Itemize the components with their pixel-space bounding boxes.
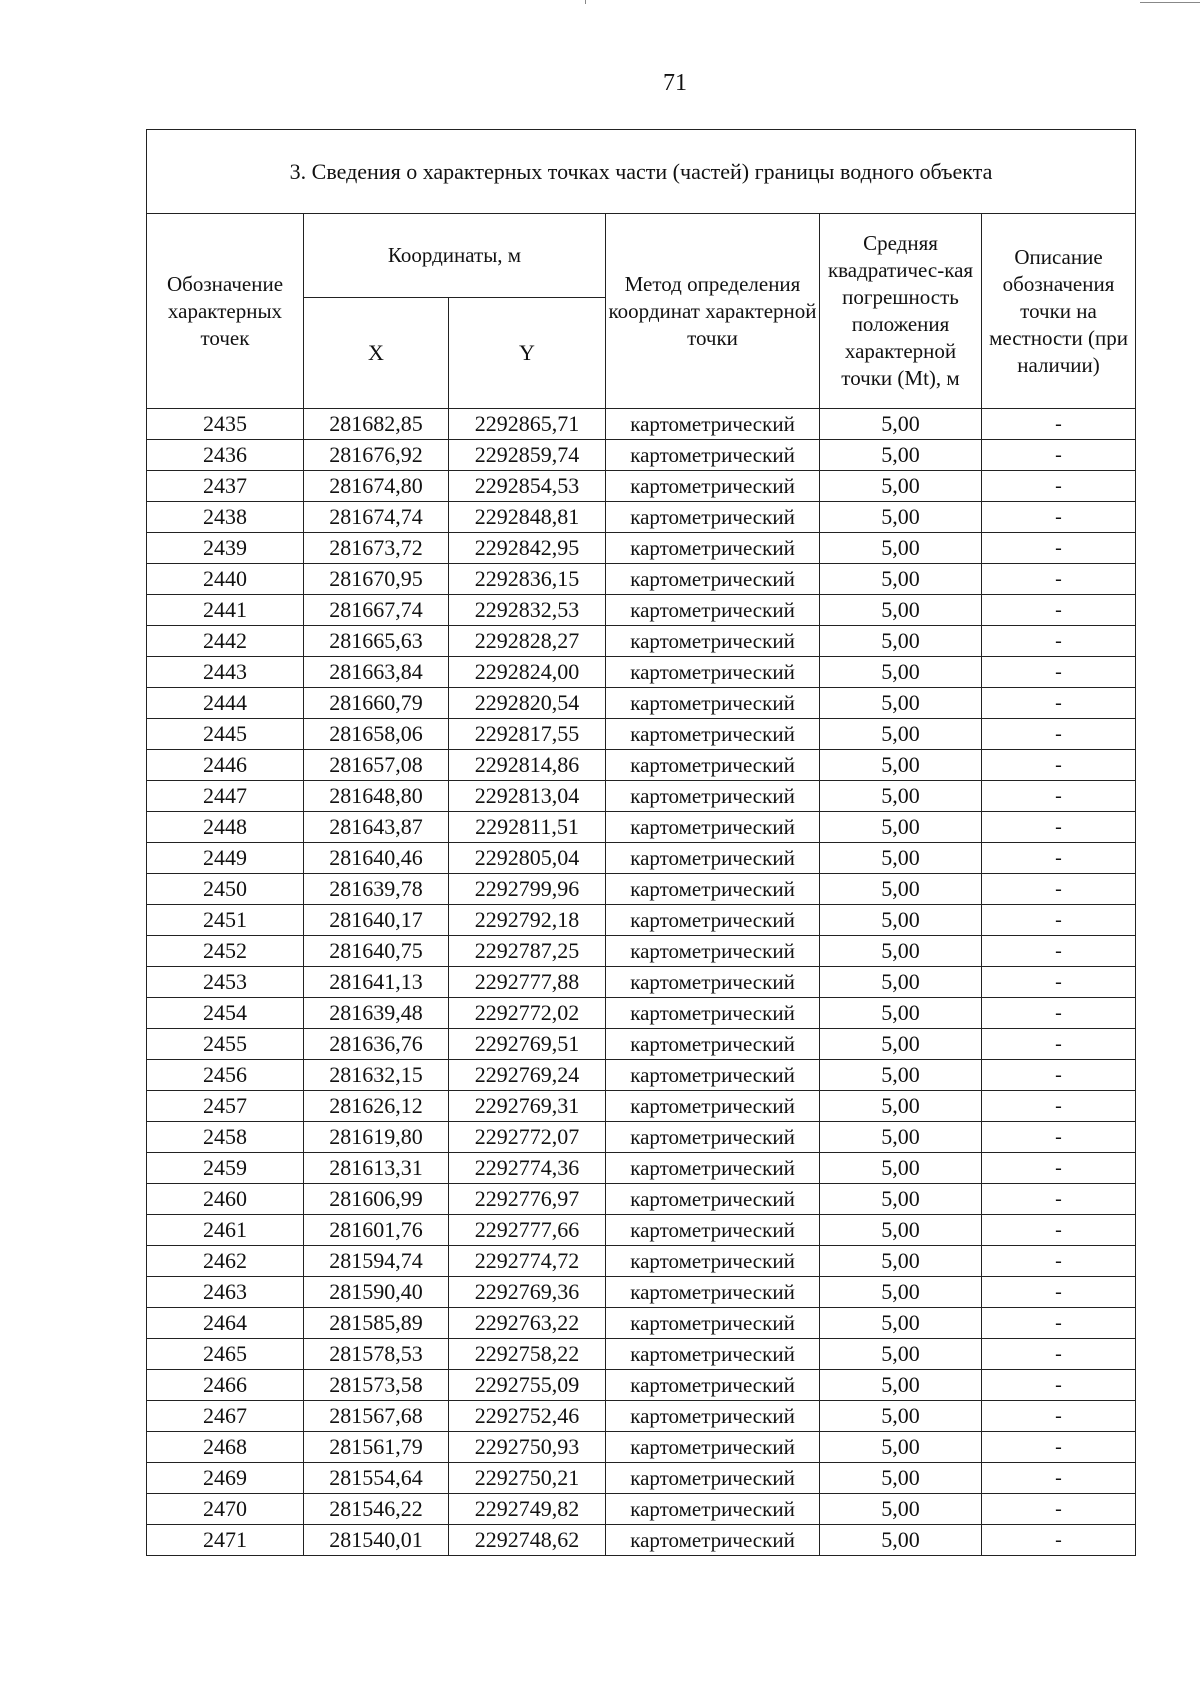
- cell-description: -: [982, 967, 1136, 998]
- cell-x: 281594,74: [304, 1246, 449, 1277]
- cell-y: 2292774,72: [449, 1246, 606, 1277]
- cell-y: 2292750,21: [449, 1463, 606, 1494]
- header-error: Средняя квадратичес-кая погрешность положения характерной точки (Mt), м: [820, 214, 982, 409]
- cell-description: -: [982, 409, 1136, 440]
- cell-mt: 5,00: [820, 1370, 982, 1401]
- cell-point-id: 2444: [147, 688, 304, 719]
- cell-method: картометрический: [606, 1215, 820, 1246]
- cell-description: -: [982, 1370, 1136, 1401]
- cell-point-id: 2459: [147, 1153, 304, 1184]
- cell-description: -: [982, 1029, 1136, 1060]
- cell-method: картометрический: [606, 1122, 820, 1153]
- cell-mt: 5,00: [820, 688, 982, 719]
- characteristic-points-table: [146, 129, 1136, 1556]
- cell-description: -: [982, 905, 1136, 936]
- cell-method: картометрический: [606, 719, 820, 750]
- table-row: [147, 998, 1136, 1029]
- cell-method: картометрический: [606, 688, 820, 719]
- cell-method: картометрический: [606, 967, 820, 998]
- cell-method: картометрический: [606, 1308, 820, 1339]
- cell-x: 281632,15: [304, 1060, 449, 1091]
- cell-description: -: [982, 440, 1136, 471]
- cell-point-id: 2462: [147, 1246, 304, 1277]
- table-row: [147, 1432, 1136, 1463]
- cell-y: 2292792,18: [449, 905, 606, 936]
- cell-mt: 5,00: [820, 1246, 982, 1277]
- table-row: [147, 1153, 1136, 1184]
- table-row: [147, 936, 1136, 967]
- cell-x: 281682,85: [304, 409, 449, 440]
- cell-description: -: [982, 1184, 1136, 1215]
- cell-x: 281657,08: [304, 750, 449, 781]
- cell-x: 281554,64: [304, 1463, 449, 1494]
- cell-method: картометрический: [606, 1060, 820, 1091]
- cell-y: 2292811,51: [449, 812, 606, 843]
- cell-y: 2292748,62: [449, 1525, 606, 1556]
- cell-mt: 5,00: [820, 533, 982, 564]
- cell-description: -: [982, 719, 1136, 750]
- cell-y: 2292799,96: [449, 874, 606, 905]
- table-row: [147, 626, 1136, 657]
- cell-x: 281636,76: [304, 1029, 449, 1060]
- cell-description: -: [982, 1060, 1136, 1091]
- cell-x: 281641,13: [304, 967, 449, 998]
- cell-y: 2292774,36: [449, 1153, 606, 1184]
- table-row: [147, 595, 1136, 626]
- cell-point-id: 2461: [147, 1215, 304, 1246]
- table-row: [147, 1370, 1136, 1401]
- cell-point-id: 2460: [147, 1184, 304, 1215]
- table-row: [147, 967, 1136, 998]
- cell-y: 2292758,22: [449, 1339, 606, 1370]
- cell-y: 2292859,74: [449, 440, 606, 471]
- cell-method: картометрический: [606, 657, 820, 688]
- cell-y: 2292854,53: [449, 471, 606, 502]
- cell-mt: 5,00: [820, 781, 982, 812]
- cell-x: 281639,48: [304, 998, 449, 1029]
- cell-point-id: 2455: [147, 1029, 304, 1060]
- table-row: [147, 1091, 1136, 1122]
- cell-description: -: [982, 1215, 1136, 1246]
- cell-x: 281663,84: [304, 657, 449, 688]
- cell-y: 2292813,04: [449, 781, 606, 812]
- cell-y: 2292769,31: [449, 1091, 606, 1122]
- cell-x: 281660,79: [304, 688, 449, 719]
- cell-point-id: 2448: [147, 812, 304, 843]
- cell-mt: 5,00: [820, 1184, 982, 1215]
- cell-point-id: 2464: [147, 1308, 304, 1339]
- cell-point-id: 2471: [147, 1525, 304, 1556]
- cell-x: 281561,79: [304, 1432, 449, 1463]
- scan-mark-top: [585, 0, 586, 4]
- cell-mt: 5,00: [820, 595, 982, 626]
- cell-description: -: [982, 1432, 1136, 1463]
- cell-mt: 5,00: [820, 564, 982, 595]
- cell-description: -: [982, 1246, 1136, 1277]
- cell-point-id: 2446: [147, 750, 304, 781]
- cell-x: 281648,80: [304, 781, 449, 812]
- table-row: [147, 1215, 1136, 1246]
- cell-y: 2292749,82: [449, 1494, 606, 1525]
- cell-x: 281585,89: [304, 1308, 449, 1339]
- cell-method: картометрический: [606, 1277, 820, 1308]
- cell-y: 2292805,04: [449, 843, 606, 874]
- header-designation: Обозначение характерных точек: [147, 214, 304, 409]
- cell-point-id: 2450: [147, 874, 304, 905]
- cell-description: -: [982, 1122, 1136, 1153]
- cell-method: картометрический: [606, 564, 820, 595]
- cell-method: картометрический: [606, 626, 820, 657]
- cell-x: 281665,63: [304, 626, 449, 657]
- cell-method: картометрический: [606, 1432, 820, 1463]
- cell-mt: 5,00: [820, 626, 982, 657]
- table-row: [147, 812, 1136, 843]
- cell-x: 281667,74: [304, 595, 449, 626]
- cell-method: картометрический: [606, 905, 820, 936]
- cell-point-id: 2440: [147, 564, 304, 595]
- cell-y: 2292817,55: [449, 719, 606, 750]
- cell-method: картометрический: [606, 1370, 820, 1401]
- cell-method: картометрический: [606, 533, 820, 564]
- cell-mt: 5,00: [820, 1494, 982, 1525]
- cell-mt: 5,00: [820, 1060, 982, 1091]
- cell-mt: 5,00: [820, 657, 982, 688]
- cell-mt: 5,00: [820, 874, 982, 905]
- cell-point-id: 2469: [147, 1463, 304, 1494]
- cell-mt: 5,00: [820, 905, 982, 936]
- cell-mt: 5,00: [820, 750, 982, 781]
- cell-method: картометрический: [606, 874, 820, 905]
- cell-point-id: 2457: [147, 1091, 304, 1122]
- table-row: [147, 471, 1136, 502]
- cell-description: -: [982, 1525, 1136, 1556]
- cell-x: 281640,17: [304, 905, 449, 936]
- cell-method: картометрический: [606, 471, 820, 502]
- table-row: [147, 1463, 1136, 1494]
- table-row: [147, 502, 1136, 533]
- scan-mark-corner: [1140, 2, 1200, 3]
- cell-y: 2292824,00: [449, 657, 606, 688]
- table-row: [147, 719, 1136, 750]
- cell-method: картометрический: [606, 595, 820, 626]
- cell-description: -: [982, 657, 1136, 688]
- cell-y: 2292777,88: [449, 967, 606, 998]
- table-row: [147, 440, 1136, 471]
- cell-description: -: [982, 688, 1136, 719]
- cell-y: 2292755,09: [449, 1370, 606, 1401]
- cell-description: -: [982, 781, 1136, 812]
- cell-x: 281613,31: [304, 1153, 449, 1184]
- section-title: 3. Сведения о характерных точках части (частей) границы водного объекта: [147, 130, 1136, 214]
- cell-mt: 5,00: [820, 1401, 982, 1432]
- cell-y: 2292814,86: [449, 750, 606, 781]
- cell-y: 2292763,22: [449, 1308, 606, 1339]
- cell-method: картометрический: [606, 1339, 820, 1370]
- cell-point-id: 2470: [147, 1494, 304, 1525]
- cell-mt: 5,00: [820, 1091, 982, 1122]
- cell-y: 2292752,46: [449, 1401, 606, 1432]
- table-row: [147, 1525, 1136, 1556]
- cell-mt: 5,00: [820, 471, 982, 502]
- cell-x: 281540,01: [304, 1525, 449, 1556]
- table-row: [147, 843, 1136, 874]
- cell-point-id: 2437: [147, 471, 304, 502]
- cell-y: 2292828,27: [449, 626, 606, 657]
- cell-y: 2292832,53: [449, 595, 606, 626]
- cell-description: -: [982, 564, 1136, 595]
- cell-description: -: [982, 812, 1136, 843]
- cell-mt: 5,00: [820, 502, 982, 533]
- cell-method: картометрический: [606, 502, 820, 533]
- table-row: [147, 781, 1136, 812]
- cell-description: -: [982, 1463, 1136, 1494]
- cell-description: -: [982, 1091, 1136, 1122]
- cell-point-id: 2465: [147, 1339, 304, 1370]
- cell-point-id: 2466: [147, 1370, 304, 1401]
- cell-point-id: 2438: [147, 502, 304, 533]
- cell-mt: 5,00: [820, 1215, 982, 1246]
- cell-point-id: 2436: [147, 440, 304, 471]
- cell-x: 281590,40: [304, 1277, 449, 1308]
- table-row: [147, 688, 1136, 719]
- cell-mt: 5,00: [820, 812, 982, 843]
- cell-description: -: [982, 626, 1136, 657]
- cell-method: картометрический: [606, 1153, 820, 1184]
- cell-description: -: [982, 1153, 1136, 1184]
- cell-mt: 5,00: [820, 440, 982, 471]
- cell-point-id: 2447: [147, 781, 304, 812]
- cell-point-id: 2445: [147, 719, 304, 750]
- cell-method: картометрический: [606, 750, 820, 781]
- cell-mt: 5,00: [820, 1277, 982, 1308]
- cell-x: 281640,75: [304, 936, 449, 967]
- table-row: [147, 409, 1136, 440]
- cell-mt: 5,00: [820, 1463, 982, 1494]
- cell-mt: 5,00: [820, 967, 982, 998]
- cell-x: 281567,68: [304, 1401, 449, 1432]
- cell-description: -: [982, 750, 1136, 781]
- cell-y: 2292769,51: [449, 1029, 606, 1060]
- cell-method: картометрический: [606, 1525, 820, 1556]
- table-row: [147, 1246, 1136, 1277]
- cell-y: 2292842,95: [449, 533, 606, 564]
- cell-description: -: [982, 1277, 1136, 1308]
- cell-x: 281670,95: [304, 564, 449, 595]
- cell-method: картометрический: [606, 998, 820, 1029]
- cell-method: картометрический: [606, 1091, 820, 1122]
- cell-method: картометрический: [606, 812, 820, 843]
- cell-x: 281546,22: [304, 1494, 449, 1525]
- cell-x: 281639,78: [304, 874, 449, 905]
- table-row: [147, 750, 1136, 781]
- table-row: [147, 533, 1136, 564]
- cell-y: 2292776,97: [449, 1184, 606, 1215]
- table-row: [147, 657, 1136, 688]
- cell-x: 281626,12: [304, 1091, 449, 1122]
- cell-y: 2292750,93: [449, 1432, 606, 1463]
- cell-x: 281643,87: [304, 812, 449, 843]
- table-row: [147, 1308, 1136, 1339]
- cell-point-id: 2467: [147, 1401, 304, 1432]
- cell-description: -: [982, 1308, 1136, 1339]
- cell-mt: 5,00: [820, 1432, 982, 1463]
- cell-description: -: [982, 502, 1136, 533]
- table-row: [147, 874, 1136, 905]
- cell-y: 2292820,54: [449, 688, 606, 719]
- cell-point-id: 2468: [147, 1432, 304, 1463]
- cell-method: картометрический: [606, 936, 820, 967]
- cell-point-id: 2435: [147, 409, 304, 440]
- table-body: [147, 409, 1136, 1556]
- cell-mt: 5,00: [820, 1122, 982, 1153]
- cell-y: 2292772,02: [449, 998, 606, 1029]
- cell-mt: 5,00: [820, 1525, 982, 1556]
- cell-description: -: [982, 533, 1136, 564]
- cell-point-id: 2452: [147, 936, 304, 967]
- table-row: [147, 1122, 1136, 1153]
- table-row: [147, 1029, 1136, 1060]
- cell-point-id: 2456: [147, 1060, 304, 1091]
- table-row: [147, 1277, 1136, 1308]
- cell-method: картометрический: [606, 1184, 820, 1215]
- table-row: [147, 564, 1136, 595]
- header-coordinates: Координаты, м: [304, 214, 606, 298]
- cell-method: картометрический: [606, 409, 820, 440]
- cell-x: 281676,92: [304, 440, 449, 471]
- cell-point-id: 2463: [147, 1277, 304, 1308]
- cell-point-id: 2441: [147, 595, 304, 626]
- page-number: 71: [663, 70, 687, 96]
- table-row: [147, 905, 1136, 936]
- cell-x: 281674,74: [304, 502, 449, 533]
- cell-description: -: [982, 874, 1136, 905]
- cell-method: картометрический: [606, 440, 820, 471]
- cell-description: -: [982, 471, 1136, 502]
- cell-point-id: 2453: [147, 967, 304, 998]
- cell-x: 281640,46: [304, 843, 449, 874]
- cell-mt: 5,00: [820, 1029, 982, 1060]
- cell-method: картометрический: [606, 1401, 820, 1432]
- cell-mt: 5,00: [820, 998, 982, 1029]
- cell-point-id: 2443: [147, 657, 304, 688]
- cell-mt: 5,00: [820, 843, 982, 874]
- cell-x: 281573,58: [304, 1370, 449, 1401]
- cell-point-id: 2454: [147, 998, 304, 1029]
- cell-y: 2292836,15: [449, 564, 606, 595]
- cell-mt: 5,00: [820, 936, 982, 967]
- header-method: Метод определения координат характерной точки: [606, 214, 820, 409]
- cell-method: картометрический: [606, 843, 820, 874]
- cell-description: -: [982, 998, 1136, 1029]
- cell-x: 281658,06: [304, 719, 449, 750]
- cell-point-id: 2442: [147, 626, 304, 657]
- cell-x: 281606,99: [304, 1184, 449, 1215]
- cell-x: 281619,80: [304, 1122, 449, 1153]
- cell-description: -: [982, 1401, 1136, 1432]
- table-row: [147, 1401, 1136, 1432]
- cell-y: 2292848,81: [449, 502, 606, 533]
- cell-point-id: 2439: [147, 533, 304, 564]
- cell-point-id: 2458: [147, 1122, 304, 1153]
- cell-x: 281674,80: [304, 471, 449, 502]
- cell-description: -: [982, 1339, 1136, 1370]
- cell-mt: 5,00: [820, 719, 982, 750]
- cell-y: 2292769,36: [449, 1277, 606, 1308]
- cell-mt: 5,00: [820, 1339, 982, 1370]
- cell-y: 2292772,07: [449, 1122, 606, 1153]
- header-y: Y: [449, 298, 606, 409]
- cell-y: 2292777,66: [449, 1215, 606, 1246]
- cell-description: -: [982, 936, 1136, 967]
- cell-mt: 5,00: [820, 1153, 982, 1184]
- cell-x: 281578,53: [304, 1339, 449, 1370]
- table-row: [147, 1060, 1136, 1091]
- header-x: X: [304, 298, 449, 409]
- cell-method: картометрический: [606, 1029, 820, 1060]
- cell-point-id: 2449: [147, 843, 304, 874]
- table-row: [147, 1339, 1136, 1370]
- cell-description: -: [982, 1494, 1136, 1525]
- cell-method: картометрический: [606, 1463, 820, 1494]
- cell-mt: 5,00: [820, 409, 982, 440]
- table-row: [147, 1494, 1136, 1525]
- cell-y: 2292865,71: [449, 409, 606, 440]
- cell-y: 2292769,24: [449, 1060, 606, 1091]
- cell-method: картометрический: [606, 1246, 820, 1277]
- cell-method: картометрический: [606, 781, 820, 812]
- cell-description: -: [982, 843, 1136, 874]
- cell-x: 281601,76: [304, 1215, 449, 1246]
- cell-point-id: 2451: [147, 905, 304, 936]
- header-description: Описание обозначения точки на местности (при наличии): [982, 214, 1136, 409]
- table-row: [147, 1184, 1136, 1215]
- cell-mt: 5,00: [820, 1308, 982, 1339]
- cell-description: -: [982, 595, 1136, 626]
- cell-method: картометрический: [606, 1494, 820, 1525]
- cell-y: 2292787,25: [449, 936, 606, 967]
- cell-x: 281673,72: [304, 533, 449, 564]
